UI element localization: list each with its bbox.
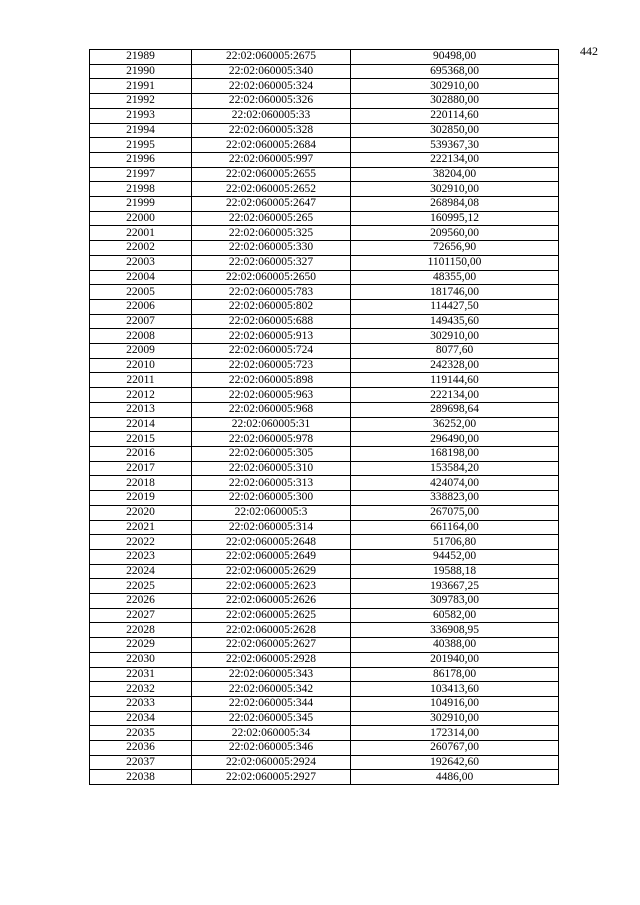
cadastral-number-cell: 22:02:060005:300 bbox=[192, 491, 351, 506]
value-cell: 302910,00 bbox=[351, 711, 559, 726]
cadastral-number-cell: 22:02:060005:327 bbox=[192, 255, 351, 270]
row-number-cell: 22023 bbox=[90, 549, 192, 564]
table-row bbox=[90, 329, 559, 344]
table-row bbox=[90, 182, 559, 197]
value-cell: 86178,00 bbox=[351, 667, 559, 682]
cadastral-number-cell: 22:02:060005:314 bbox=[192, 520, 351, 535]
row-number-cell: 22035 bbox=[90, 726, 192, 741]
value-cell: 36252,00 bbox=[351, 417, 559, 432]
value-cell: 160995,12 bbox=[351, 211, 559, 226]
value-cell: 60582,00 bbox=[351, 608, 559, 623]
value-cell: 268984,08 bbox=[351, 197, 559, 212]
cadastral-number-cell: 22:02:060005:2650 bbox=[192, 270, 351, 285]
table-row bbox=[90, 211, 559, 226]
value-cell: 267075,00 bbox=[351, 505, 559, 520]
row-number-cell: 22008 bbox=[90, 329, 192, 344]
table-row bbox=[90, 446, 559, 461]
value-cell: 114427,50 bbox=[351, 299, 559, 314]
row-number-cell: 22032 bbox=[90, 682, 192, 697]
row-number-cell: 22009 bbox=[90, 344, 192, 359]
cadastral-number-cell: 22:02:060005:340 bbox=[192, 64, 351, 79]
table-row bbox=[90, 608, 559, 623]
cadastral-number-cell: 22:02:060005:724 bbox=[192, 344, 351, 359]
row-number-cell: 22005 bbox=[90, 285, 192, 300]
table-row bbox=[90, 476, 559, 491]
table-row bbox=[90, 270, 559, 285]
cadastral-number-cell: 22:02:060005:346 bbox=[192, 741, 351, 756]
cadastral-number-cell: 22:02:060005:326 bbox=[192, 94, 351, 109]
row-number-cell: 22020 bbox=[90, 505, 192, 520]
cadastral-number-cell: 22:02:060005:2647 bbox=[192, 197, 351, 212]
row-number-cell: 21992 bbox=[90, 94, 192, 109]
cadastral-number-cell: 22:02:060005:2928 bbox=[192, 652, 351, 667]
cadastral-number-cell: 22:02:060005:2623 bbox=[192, 579, 351, 594]
value-cell: 222134,00 bbox=[351, 388, 559, 403]
row-number-cell: 21993 bbox=[90, 108, 192, 123]
value-cell: 181746,00 bbox=[351, 285, 559, 300]
registry-table-body bbox=[90, 50, 559, 785]
table-row bbox=[90, 638, 559, 653]
cadastral-number-cell: 22:02:060005:2625 bbox=[192, 608, 351, 623]
value-cell: 119144,60 bbox=[351, 373, 559, 388]
value-cell: 302850,00 bbox=[351, 123, 559, 138]
value-cell: 8077,60 bbox=[351, 344, 559, 359]
table-row bbox=[90, 167, 559, 182]
value-cell: 539367,30 bbox=[351, 138, 559, 153]
table-row bbox=[90, 535, 559, 550]
cadastral-number-cell: 22:02:060005:33 bbox=[192, 108, 351, 123]
value-cell: 338823,00 bbox=[351, 491, 559, 506]
table-row bbox=[90, 564, 559, 579]
table-row bbox=[90, 417, 559, 432]
cadastral-number-cell: 22:02:060005:2629 bbox=[192, 564, 351, 579]
cadastral-number-cell: 22:02:060005:313 bbox=[192, 476, 351, 491]
cadastral-number-cell: 22:02:060005:802 bbox=[192, 299, 351, 314]
cadastral-number-cell: 22:02:060005:2684 bbox=[192, 138, 351, 153]
value-cell: 201940,00 bbox=[351, 652, 559, 667]
row-number-cell: 22006 bbox=[90, 299, 192, 314]
cadastral-number-cell: 22:02:060005:2627 bbox=[192, 638, 351, 653]
table-row bbox=[90, 594, 559, 609]
table-row bbox=[90, 726, 559, 741]
table-row bbox=[90, 491, 559, 506]
cadastral-number-cell: 22:02:060005:343 bbox=[192, 667, 351, 682]
value-cell: 90498,00 bbox=[351, 50, 559, 65]
row-number-cell: 22037 bbox=[90, 755, 192, 770]
row-number-cell: 22036 bbox=[90, 741, 192, 756]
table-row bbox=[90, 108, 559, 123]
table-row bbox=[90, 505, 559, 520]
row-number-cell: 22011 bbox=[90, 373, 192, 388]
row-number-cell: 22021 bbox=[90, 520, 192, 535]
value-cell: 302880,00 bbox=[351, 94, 559, 109]
value-cell: 661164,00 bbox=[351, 520, 559, 535]
value-cell: 1101150,00 bbox=[351, 255, 559, 270]
cadastral-number-cell: 22:02:060005:2628 bbox=[192, 623, 351, 638]
table-row bbox=[90, 255, 559, 270]
row-number-cell: 22010 bbox=[90, 358, 192, 373]
registry-table bbox=[89, 49, 559, 785]
cadastral-number-cell: 22:02:060005:2626 bbox=[192, 594, 351, 609]
page-number: 442 bbox=[580, 44, 598, 58]
cadastral-number-cell: 22:02:060005:688 bbox=[192, 314, 351, 329]
cadastral-number-cell: 22:02:060005:898 bbox=[192, 373, 351, 388]
table-row bbox=[90, 623, 559, 638]
value-cell: 94452,00 bbox=[351, 549, 559, 564]
cadastral-number-cell: 22:02:060005:345 bbox=[192, 711, 351, 726]
value-cell: 72656,90 bbox=[351, 241, 559, 256]
cadastral-number-cell: 22:02:060005:2675 bbox=[192, 50, 351, 65]
value-cell: 302910,00 bbox=[351, 79, 559, 94]
row-number-cell: 22016 bbox=[90, 446, 192, 461]
row-number-cell: 22002 bbox=[90, 241, 192, 256]
row-number-cell: 22034 bbox=[90, 711, 192, 726]
row-number-cell: 21989 bbox=[90, 50, 192, 65]
cadastral-number-cell: 22:02:060005:325 bbox=[192, 226, 351, 241]
table-row bbox=[90, 741, 559, 756]
table-row bbox=[90, 682, 559, 697]
value-cell: 222134,00 bbox=[351, 152, 559, 167]
cadastral-number-cell: 22:02:060005:978 bbox=[192, 432, 351, 447]
value-cell: 695368,00 bbox=[351, 64, 559, 79]
table-row bbox=[90, 402, 559, 417]
table-row bbox=[90, 285, 559, 300]
value-cell: 149435,60 bbox=[351, 314, 559, 329]
table-row bbox=[90, 358, 559, 373]
value-cell: 302910,00 bbox=[351, 329, 559, 344]
table-row bbox=[90, 520, 559, 535]
row-number-cell: 22027 bbox=[90, 608, 192, 623]
row-number-cell: 21996 bbox=[90, 152, 192, 167]
table-row bbox=[90, 652, 559, 667]
table-row bbox=[90, 344, 559, 359]
row-number-cell: 21994 bbox=[90, 123, 192, 138]
value-cell: 48355,00 bbox=[351, 270, 559, 285]
cadastral-number-cell: 22:02:060005:34 bbox=[192, 726, 351, 741]
cadastral-number-cell: 22:02:060005:997 bbox=[192, 152, 351, 167]
cadastral-number-cell: 22:02:060005:968 bbox=[192, 402, 351, 417]
cadastral-number-cell: 22:02:060005:265 bbox=[192, 211, 351, 226]
value-cell: 296490,00 bbox=[351, 432, 559, 447]
table-row bbox=[90, 138, 559, 153]
value-cell: 220114,60 bbox=[351, 108, 559, 123]
cadastral-number-cell: 22:02:060005:2924 bbox=[192, 755, 351, 770]
value-cell: 168198,00 bbox=[351, 446, 559, 461]
row-number-cell: 22033 bbox=[90, 696, 192, 711]
row-number-cell: 21999 bbox=[90, 197, 192, 212]
table-row bbox=[90, 388, 559, 403]
table-row bbox=[90, 64, 559, 79]
value-cell: 336908,95 bbox=[351, 623, 559, 638]
cadastral-number-cell: 22:02:060005:342 bbox=[192, 682, 351, 697]
table-row bbox=[90, 432, 559, 447]
value-cell: 309783,00 bbox=[351, 594, 559, 609]
table-row bbox=[90, 373, 559, 388]
cadastral-number-cell: 22:02:060005:2649 bbox=[192, 549, 351, 564]
value-cell: 302910,00 bbox=[351, 182, 559, 197]
cadastral-number-cell: 22:02:060005:2927 bbox=[192, 770, 351, 785]
table-row bbox=[90, 461, 559, 476]
table-row bbox=[90, 711, 559, 726]
cadastral-number-cell: 22:02:060005:963 bbox=[192, 388, 351, 403]
table-row bbox=[90, 299, 559, 314]
table-row bbox=[90, 152, 559, 167]
value-cell: 104916,00 bbox=[351, 696, 559, 711]
cadastral-number-cell: 22:02:060005:344 bbox=[192, 696, 351, 711]
row-number-cell: 22000 bbox=[90, 211, 192, 226]
cadastral-number-cell: 22:02:060005:31 bbox=[192, 417, 351, 432]
table-row bbox=[90, 94, 559, 109]
row-number-cell: 22022 bbox=[90, 535, 192, 550]
row-number-cell: 22015 bbox=[90, 432, 192, 447]
cadastral-number-cell: 22:02:060005:330 bbox=[192, 241, 351, 256]
value-cell: 40388,00 bbox=[351, 638, 559, 653]
row-number-cell: 22004 bbox=[90, 270, 192, 285]
row-number-cell: 21995 bbox=[90, 138, 192, 153]
row-number-cell: 22030 bbox=[90, 652, 192, 667]
value-cell: 4486,00 bbox=[351, 770, 559, 785]
value-cell: 103413,60 bbox=[351, 682, 559, 697]
value-cell: 242328,00 bbox=[351, 358, 559, 373]
table-row bbox=[90, 226, 559, 241]
table-row bbox=[90, 549, 559, 564]
cadastral-number-cell: 22:02:060005:2652 bbox=[192, 182, 351, 197]
row-number-cell: 22024 bbox=[90, 564, 192, 579]
value-cell: 192642,60 bbox=[351, 755, 559, 770]
value-cell: 260767,00 bbox=[351, 741, 559, 756]
value-cell: 424074,00 bbox=[351, 476, 559, 491]
table-row bbox=[90, 79, 559, 94]
table-row bbox=[90, 50, 559, 65]
value-cell: 209560,00 bbox=[351, 226, 559, 241]
value-cell: 193667,25 bbox=[351, 579, 559, 594]
row-number-cell: 21998 bbox=[90, 182, 192, 197]
row-number-cell: 21997 bbox=[90, 167, 192, 182]
row-number-cell: 22003 bbox=[90, 255, 192, 270]
value-cell: 289698,64 bbox=[351, 402, 559, 417]
table-row bbox=[90, 770, 559, 785]
row-number-cell: 22025 bbox=[90, 579, 192, 594]
row-number-cell: 22018 bbox=[90, 476, 192, 491]
row-number-cell: 21990 bbox=[90, 64, 192, 79]
row-number-cell: 22007 bbox=[90, 314, 192, 329]
row-number-cell: 22013 bbox=[90, 402, 192, 417]
table-row bbox=[90, 197, 559, 212]
row-number-cell: 22012 bbox=[90, 388, 192, 403]
cadastral-number-cell: 22:02:060005:2648 bbox=[192, 535, 351, 550]
value-cell: 51706,80 bbox=[351, 535, 559, 550]
table-row bbox=[90, 241, 559, 256]
table-row bbox=[90, 314, 559, 329]
cadastral-number-cell: 22:02:060005:305 bbox=[192, 446, 351, 461]
row-number-cell: 22017 bbox=[90, 461, 192, 476]
value-cell: 19588,18 bbox=[351, 564, 559, 579]
table-row bbox=[90, 667, 559, 682]
row-number-cell: 22038 bbox=[90, 770, 192, 785]
cadastral-number-cell: 22:02:060005:783 bbox=[192, 285, 351, 300]
cadastral-number-cell: 22:02:060005:723 bbox=[192, 358, 351, 373]
table-row bbox=[90, 579, 559, 594]
row-number-cell: 22019 bbox=[90, 491, 192, 506]
table-row bbox=[90, 755, 559, 770]
row-number-cell: 22029 bbox=[90, 638, 192, 653]
cadastral-number-cell: 22:02:060005:310 bbox=[192, 461, 351, 476]
row-number-cell: 22001 bbox=[90, 226, 192, 241]
cadastral-number-cell: 22:02:060005:3 bbox=[192, 505, 351, 520]
row-number-cell: 21991 bbox=[90, 79, 192, 94]
row-number-cell: 22031 bbox=[90, 667, 192, 682]
row-number-cell: 22028 bbox=[90, 623, 192, 638]
value-cell: 172314,00 bbox=[351, 726, 559, 741]
row-number-cell: 22026 bbox=[90, 594, 192, 609]
value-cell: 153584,20 bbox=[351, 461, 559, 476]
cadastral-number-cell: 22:02:060005:2655 bbox=[192, 167, 351, 182]
cadastral-number-cell: 22:02:060005:913 bbox=[192, 329, 351, 344]
cadastral-number-cell: 22:02:060005:328 bbox=[192, 123, 351, 138]
row-number-cell: 22014 bbox=[90, 417, 192, 432]
table-row bbox=[90, 696, 559, 711]
cadastral-number-cell: 22:02:060005:324 bbox=[192, 79, 351, 94]
table-row bbox=[90, 123, 559, 138]
value-cell: 38204,00 bbox=[351, 167, 559, 182]
